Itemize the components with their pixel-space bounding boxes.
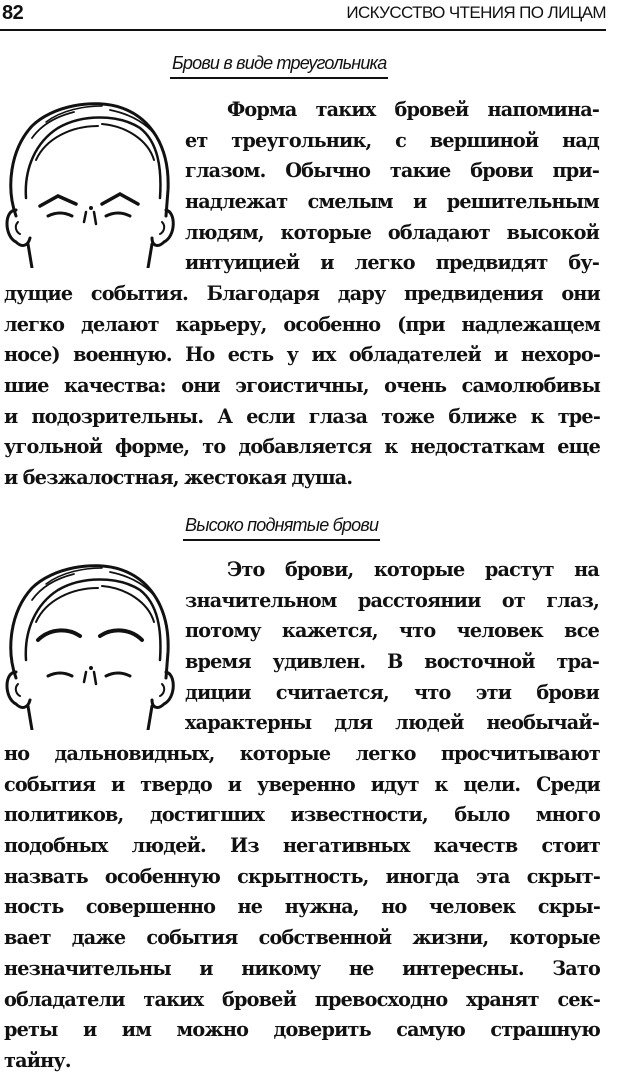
text-line: глазом. Обычно такие брови при- — [185, 159, 599, 183]
section-heading-triangle-brows: Брови в виде треугольника — [170, 53, 388, 79]
text-line: вает даже события собственной жизни, которые — [4, 926, 600, 950]
text-line: интуицией и легко предвидят бу- — [185, 251, 599, 275]
text-line: ность совершенно не нужна, но человек скры- — [4, 895, 600, 919]
section-2-full-text — [4, 739, 600, 1077]
text-line: политиков, достигших известности, было много — [4, 803, 600, 827]
page-header — [0, 0, 620, 32]
text-line: Это брови, которые растут на — [227, 558, 599, 581]
text-line: шие качества: они эгоистичны, очень самолюбивы — [4, 374, 600, 398]
text-line: незначительны и никому не интересны. Зато — [4, 956, 600, 980]
section-1-full-text — [4, 279, 600, 494]
header-rule — [0, 29, 606, 31]
text-line: легко делают карьеру, особенно (при надлежащем — [4, 312, 600, 336]
running-title: ИСКУССТВО ЧТЕНИЯ ПО ЛИЦАМ — [346, 3, 606, 22]
text-line: тайну. — [4, 1048, 71, 1072]
text-line: время удивлен. В восточной тра- — [185, 650, 599, 674]
face-illustration-raised-brows — [2, 560, 177, 730]
section-heading-raised-brows: Высоко поднятые брови — [183, 515, 380, 541]
text-line: надлежат смелым и решительным — [185, 190, 599, 214]
text-line: и безжалостная, жестокая душа. — [4, 466, 353, 490]
text-line: но дальновидных, которые легко просчитывают — [4, 742, 600, 765]
text-line: и подозрительны. А если глаза тоже ближе к тре- — [4, 404, 600, 428]
text-line: людям, которые обладают высокой — [185, 220, 599, 244]
text-line: диции считается, что эти брови — [185, 680, 599, 704]
text-line: подобных людей. Из негативных качеств стоит — [4, 834, 600, 858]
text-line: значительном расстоянии от глаз, — [185, 588, 599, 612]
text-line: характерны для людей необычай- — [185, 711, 599, 735]
text-line: потому кажется, что человек все — [185, 619, 599, 643]
text-line: события и твердо и уверенно идут к цели. Среди — [4, 772, 600, 796]
text-line: обладатели таких бровей превосходно хранят сек- — [4, 987, 600, 1011]
text-line: угольной форме, то добавляется к недостаткам еще — [4, 435, 600, 459]
face-illustration-triangle-brows — [2, 98, 177, 268]
section-2-indented-text — [185, 555, 599, 739]
section-1-indented-text — [185, 95, 599, 279]
text-line: ет треугольник, с вершиной над — [185, 128, 599, 152]
text-line: носе) военную. Но есть у их обладателей и нехоро- — [4, 343, 600, 367]
text-line: назвать особенную скрытность, иногда эта скрыт- — [4, 864, 600, 888]
text-line: дущие события. Благодаря дару предвидения они — [4, 282, 600, 305]
text-line: реты и им можно доверить самую страшную — [4, 1018, 600, 1042]
text-line: Форма таких бровей напомина- — [227, 98, 599, 121]
page-number: 82 — [2, 2, 24, 24]
